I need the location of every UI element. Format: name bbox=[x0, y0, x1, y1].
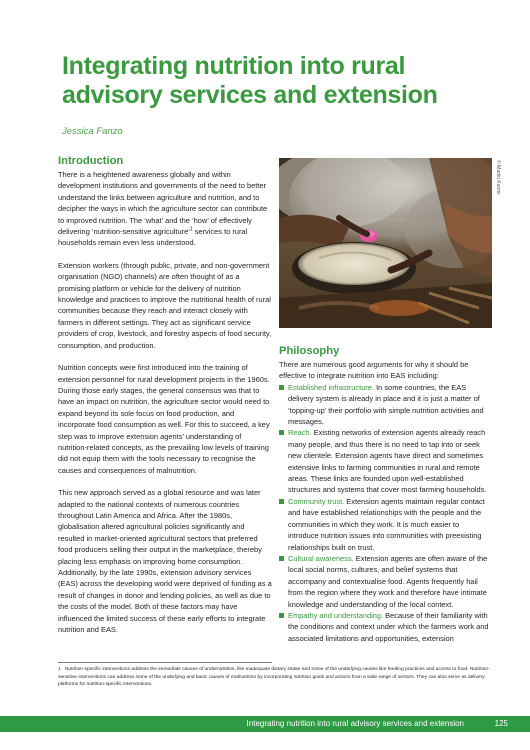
philosophy-bullet-list bbox=[279, 382, 491, 644]
philosophy-heading: Philosophy bbox=[279, 345, 340, 357]
bullet-square-icon bbox=[279, 385, 284, 390]
bullet-square-icon bbox=[279, 613, 284, 618]
list-item bbox=[279, 382, 491, 428]
bullet-text: Extension agents are often aware of the local social norms, cultures, and belief systems that accompany and contextualise food. Agents frequently hail from the region where they work and therefore have intimate knowledge and understanding of the local context. bbox=[288, 553, 488, 609]
bullet-term: Established infrastructure. bbox=[288, 382, 374, 392]
photo-credit-text: © Martin Karimi bbox=[495, 160, 501, 195]
intro-paragraph-2: Extension workers (through public, private, and non-government organisation (NGO) channels) are often thought of as a promising platform or vehicle for the delivery of nutrition knowledge and practices to improve the nutritional health of rural communities because they reach and interact closely with farmers in different settings. They act as significant service providers of crop, livestock, and forestry aspects of food security, consumption, and production. bbox=[58, 260, 272, 350]
bullet-term: Reach. bbox=[288, 428, 312, 438]
bullet-square-icon bbox=[279, 499, 284, 504]
footnote bbox=[58, 666, 492, 689]
list-item bbox=[279, 496, 491, 553]
bullet-term: Cultural awareness. bbox=[288, 553, 354, 563]
intro-paragraph-1 bbox=[58, 169, 272, 249]
bullet-text: Extension agents maintain regular contact and have established relationships with the people and the communities in which they work. It is much easier to introduce nutrition issues into communities with preexisting relationships built on trust. bbox=[288, 496, 485, 552]
intro-paragraph-3: Nutrition concepts were first introduced into the training of extension personnel for rural development projects in the 1960s. During those early stages, the general consensus was that to have an impact on nutrition, the agriculture sector would need to expand beyond its sole focus on food production, and incorporate food consumption as well. For this to succeed, a key step was to improve extension agents’ understanding of nutrition-related concepts, as the prevailing low levels of training did not equip them with the tools necessary to recognise the causes and consequences of malnutrition. bbox=[58, 363, 270, 475]
intro-paragraph-1-text: There is a heightened awareness globally and within development institutions and governments of the need to better understand the links between agriculture and nutrition, and to decipher the ways in which the agriculture sector can contribute to improved nutrition. The ‘what’ and the ‘how’ of effectively delivering ‘nutrition-sensitive agriculture’ bbox=[58, 170, 268, 237]
page-number: 125 bbox=[494, 719, 508, 728]
footnote-text: Nutrition-specific interventions address the immediate causes of undernutrition, like inadequate dietary intake and some of the underlying causes like feeding practices and access to food. Nutrition-sensitive interventions can address some of the underlying and basic causes of malnutrition by incorporating nutrition goals and actions from a wide range of sectors. They can also serve as delivery platforms for nutrition-specific interventions. bbox=[58, 667, 490, 688]
bullet-text: In some countries, the EAS delivery system is already in place and it is just a matter of ‘topping-up’ their portfolio with simple nutrition activities and messages. bbox=[288, 382, 484, 427]
list-item bbox=[279, 427, 491, 495]
photo-credit bbox=[493, 160, 503, 220]
introduction-section bbox=[58, 155, 272, 646]
philosophy-intro: There are numerous good arguments for why it should be effective to integrate nutrition into EAS including: bbox=[279, 360, 469, 381]
bullet-term: Empathy and understanding. bbox=[288, 610, 384, 620]
list-item bbox=[279, 610, 491, 644]
footnote-reference[interactable]: 1 bbox=[189, 226, 193, 233]
page-footer bbox=[0, 716, 530, 732]
bullet-text: Existing networks of extension agents already reach many people, and thus there is no need to tap into or seek new clientele. Extension agents have direct and sometimes extensive links to farming communities in rural and remote areas. These links are founded upon well-established structures and systems that cover most farming households. bbox=[288, 428, 487, 495]
intro-paragraph-4: This new approach served as a global resource and was later adapted to the national contexts of numerous countries throughout Latin America and Africa. After the 1980s, globalisation altered agricultural policies significantly and resulted in market-oriented agricultural sectors that preferred food producers selling their output in the marketplace, thereby placing less emphasis on improving home consumption. Additionally, by the late 1990s, extension advisory services (EAS) across the developing world were deprived of funding as a result of changes in donor and lending policies, as well as due to the costs of the model. Both of these factors may have influenced the limited success of these early efforts to integrate nutrition and EAS. bbox=[58, 488, 272, 635]
bullet-text: Because of their familiarity with the conditions and context under which the farmers work and associated limitations and opportunities, extension bbox=[288, 610, 489, 643]
page-title: Integrating nutrition into rural advisory services and extension bbox=[62, 52, 438, 109]
philosophy-section bbox=[279, 345, 491, 644]
author-name: Jessica Fanzo bbox=[62, 126, 123, 137]
introduction-heading: Introduction bbox=[58, 155, 124, 167]
intro-paragraph-1-tail: services to rural households remain even less understood. bbox=[58, 227, 248, 248]
running-title: Integrating nutrition into rural advisory services and extension bbox=[246, 719, 464, 728]
bullet-term: Community trust. bbox=[288, 496, 345, 506]
cooking-pot-photo bbox=[279, 158, 492, 328]
footnote-marker: 1 bbox=[58, 667, 61, 672]
list-item bbox=[279, 553, 491, 610]
bullet-square-icon bbox=[279, 556, 284, 561]
footnote-divider bbox=[58, 662, 272, 663]
bullet-square-icon bbox=[279, 430, 284, 435]
